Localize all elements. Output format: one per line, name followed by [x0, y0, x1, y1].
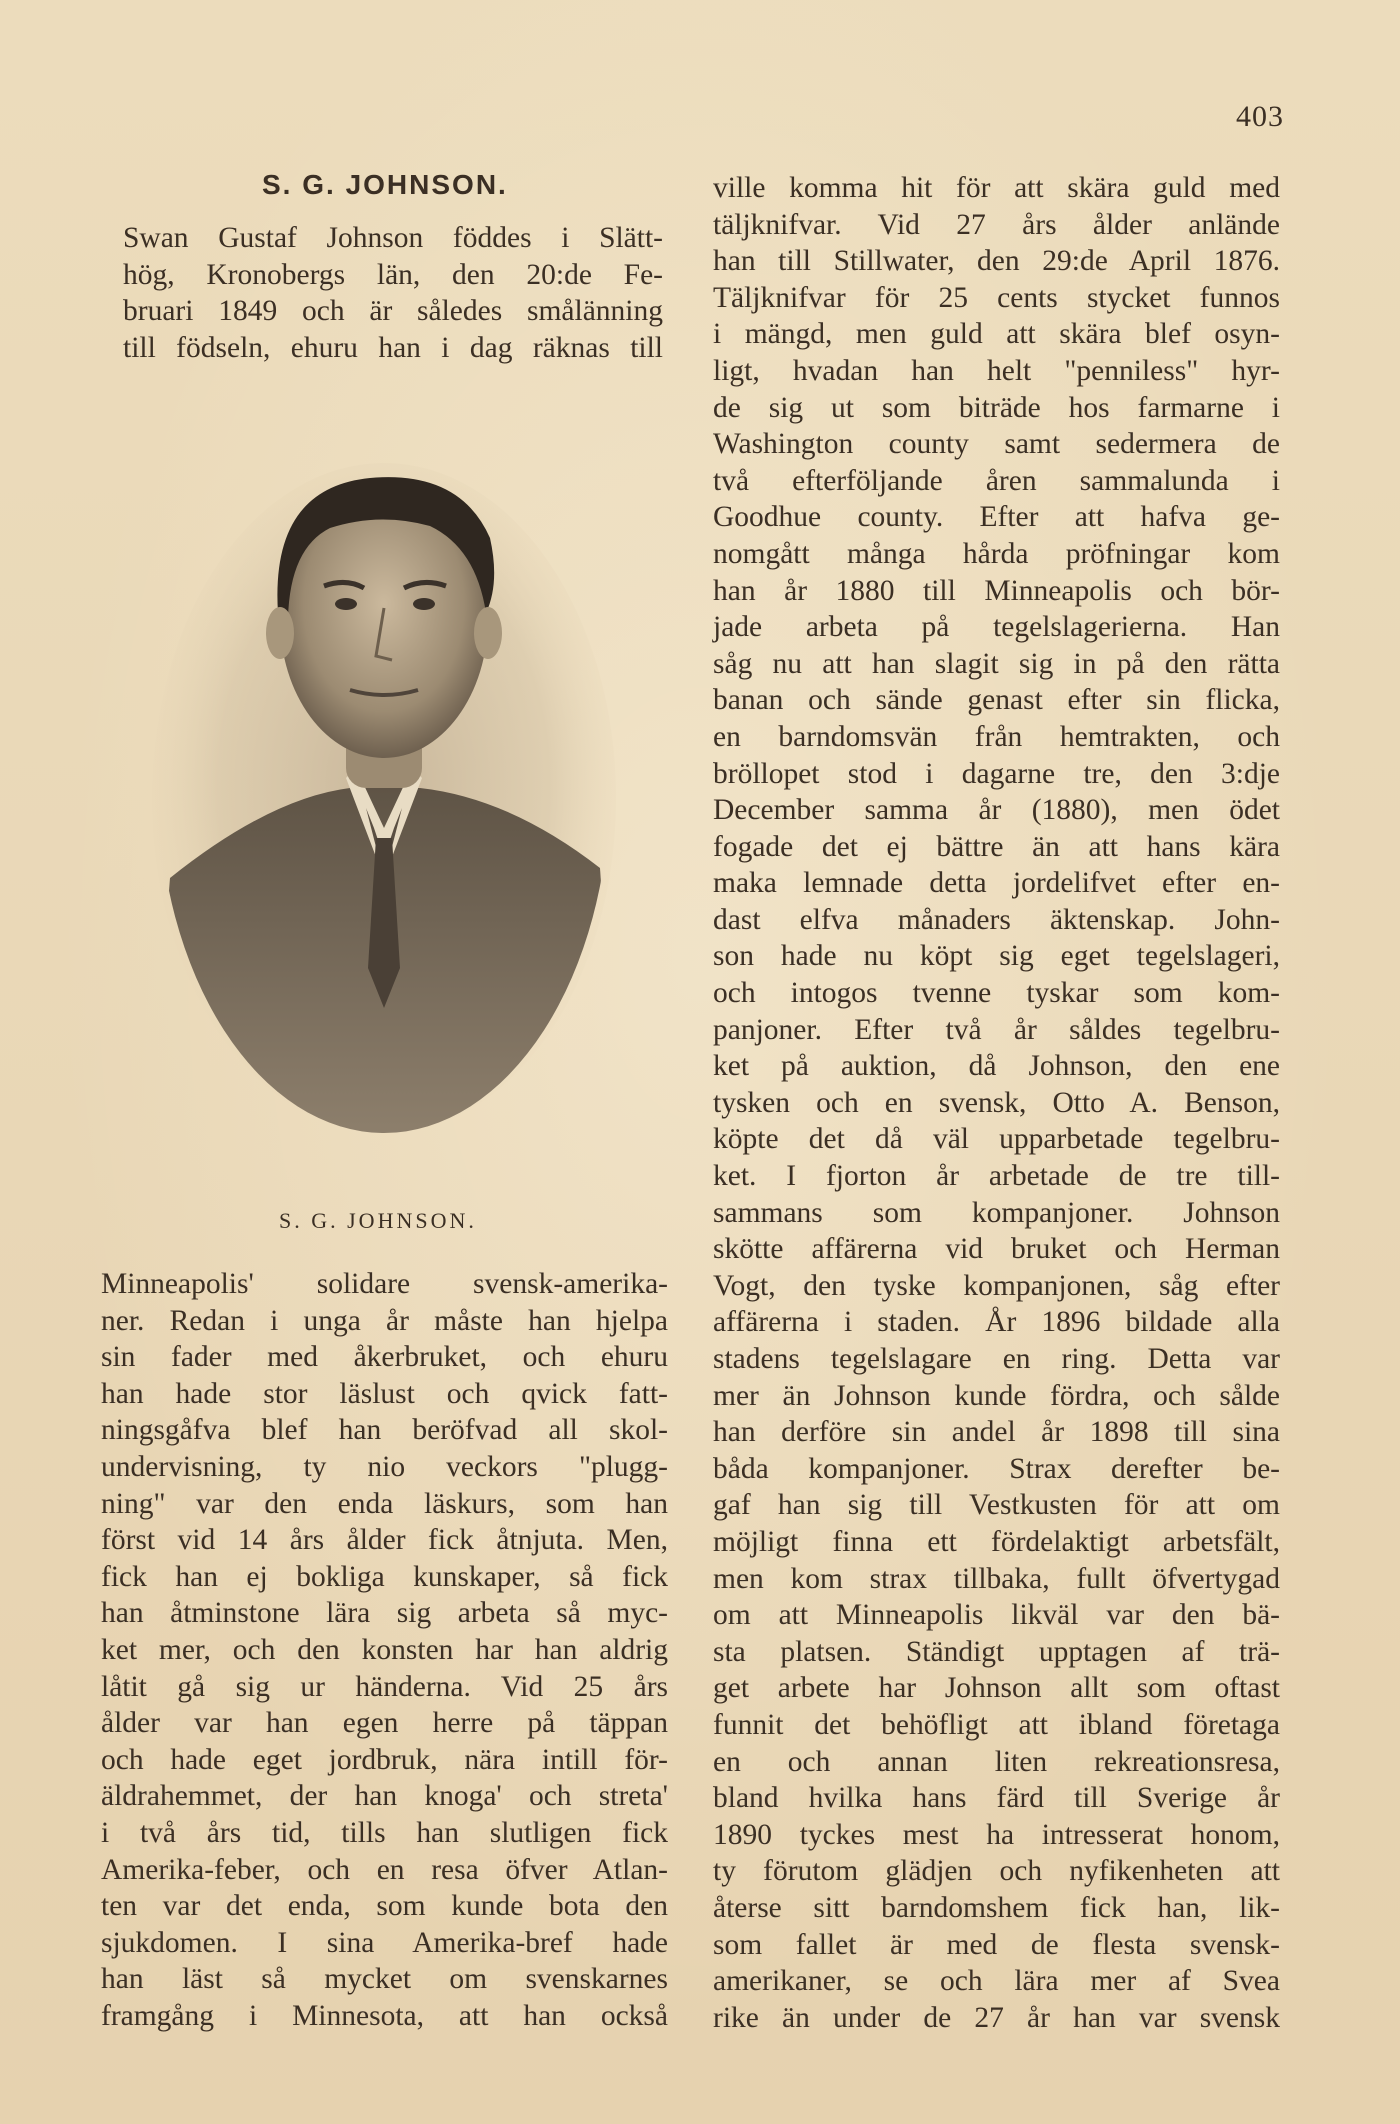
text-line: gaf han sig till Vestkusten för att om: [713, 1489, 1280, 1522]
text-line: dast elfva månaders äktenskap. John-: [713, 903, 1280, 936]
text-line: om att Minneapolis likväl var den bä-: [713, 1599, 1280, 1632]
text-line: som fallet är med de flesta svensk-: [713, 1928, 1280, 1961]
text-line: ålder var han egen herre på täppan: [101, 1707, 668, 1740]
text-line: möjligt finna ett fördelaktigt arbetsfält,: [713, 1525, 1280, 1558]
text-line: han hade stor läslust och qvick fatt-: [101, 1377, 668, 1410]
text-line: täljknifvar. Vid 27 års ålder anlände: [713, 208, 1280, 241]
text-line: nomgått många hårda pröfningar kom: [713, 537, 1280, 570]
page-number: 403: [1236, 100, 1284, 133]
text-line: December samma år (1880), men ödet: [713, 794, 1280, 827]
portrait-caption: S. G. JOHNSON.: [279, 1208, 477, 1233]
text-line: och hade eget jordbruk, nära intill för-: [101, 1743, 668, 1776]
text-line: till födseln, ehuru han i dag räknas till: [123, 331, 663, 364]
text-line: Täljknifvar för 25 cents stycket funnos: [713, 281, 1280, 314]
text-line: ner. Redan i unga år måste han hjelpa: [101, 1304, 668, 1337]
text-line: Minneapolis' solidare svensk-amerika-: [101, 1268, 668, 1300]
text-line: och intogos tvenne tyskar som kom-: [713, 977, 1280, 1010]
text-line: återse sitt barndomshem fick han, lik-: [713, 1891, 1280, 1924]
text-line: maka lemnade detta jordelifvet efter en-: [713, 867, 1280, 900]
text-line: äldrahemmet, der han knoga' och streta': [101, 1780, 668, 1813]
text-line: men kom strax tillbaka, fullt öfvertygad: [713, 1562, 1280, 1595]
text-line: undervisning, ty nio veckors "plugg-: [101, 1450, 668, 1483]
text-line: framgång i Minnesota, att han också: [101, 1999, 668, 2032]
text-line: jade arbeta på tegelslagerierna. Han: [713, 611, 1280, 644]
text-line: tysken och en svensk, Otto A. Benson,: [713, 1086, 1280, 1119]
article-heading: S. G. JOHNSON.: [262, 169, 508, 200]
text-line: han år 1880 till Minneapolis och bör-: [713, 574, 1280, 607]
text-line: sin fader med åkerbruket, och ehuru: [101, 1341, 668, 1374]
text-line: de sig ut som biträde hos farmarne i: [713, 391, 1280, 424]
text-line: Washington county samt sedermera de: [713, 428, 1280, 461]
text-line: fick han ej bokliga kunskaper, så fick: [101, 1560, 668, 1593]
text-line: låtit gå sig ur händerna. Vid 25 års: [101, 1670, 668, 1703]
text-line: sta platsen. Ständigt upptagen af trä-: [713, 1635, 1280, 1668]
text-line: Vogt, den tyske kompanjonen, såg efter: [713, 1269, 1280, 1302]
text-line: Goodhue county. Efter att hafva ge-: [713, 501, 1280, 534]
text-line: i mängd, men guld att skära blef osyn-: [713, 318, 1280, 351]
text-line: ning" var den enda läskurs, som han: [101, 1487, 668, 1520]
text-line: ningsgåfva blef han beröfvad all skol-: [101, 1414, 668, 1447]
text-line: i två års tid, tills han slutligen fick: [101, 1816, 668, 1849]
text-line: bröllopet stod i dagarne tre, den 3:dje: [713, 757, 1280, 790]
text-line: Swan Gustaf Johnson föddes i Slätt-: [123, 222, 663, 254]
text-line: ville komma hit för att skära guld med: [713, 172, 1280, 204]
text-line: rike än under de 27 år han var svensk: [713, 2001, 1280, 2034]
text-line: stadens tegelslagare en ring. Detta var: [713, 1343, 1280, 1375]
text-line: son hade nu köpt sig eget tegelslageri,: [713, 940, 1280, 973]
text-line: bruari 1849 och är således smålänning: [123, 295, 663, 328]
text-line: sjukdomen. I sina Amerika-bref hade: [101, 1926, 668, 1959]
text-line: ten var det enda, som kunde bota den: [101, 1890, 668, 1923]
text-line: get arbete har Johnson allt som oftast: [713, 1672, 1280, 1705]
text-line: köpte det då väl upparbetade tegelbru-: [713, 1123, 1280, 1156]
text-line: 1890 tyckes mest ha intresserat honom,: [713, 1818, 1280, 1851]
text-line: ty förutom glädjen och nyfikenheten att: [713, 1855, 1280, 1888]
portrait-photo: [150, 408, 618, 1136]
text-line: en och annan liten rekreationsresa,: [713, 1745, 1280, 1778]
text-line: skötte affärerna vid bruket och Herman: [713, 1233, 1280, 1266]
left-column-continued: [101, 1266, 668, 2034]
text-line: ligt, hvadan han helt "penniless" hyr-: [713, 354, 1280, 387]
text-line: han åtminstone lära sig arbeta så myc-: [101, 1597, 668, 1630]
text-line: ket på auktion, då Johnson, den ene: [713, 1050, 1280, 1083]
text-line: amerikaner, se och lära mer af Svea: [713, 1965, 1280, 1998]
text-line: banan och sände genast efter sin flicka,: [713, 684, 1280, 717]
text-line: ket mer, och den konsten har han aldrig: [101, 1633, 668, 1666]
text-line: mer än Johnson kunde fördra, och sålde: [713, 1379, 1280, 1412]
text-line: Amerika-feber, och en resa öfver Atlan-: [101, 1853, 668, 1886]
text-line: han till Stillwater, den 29:de April 1876.: [713, 245, 1280, 278]
text-line: såg nu att han slagit sig in på den rätta: [713, 647, 1280, 680]
text-line: fogade det ej bättre än att hans kära: [713, 830, 1280, 863]
right-column: [713, 170, 1280, 2036]
text-line: först vid 14 års ålder fick åtnjuta. Men,: [101, 1524, 668, 1557]
text-line: han läst så mycket om svenskarnes: [101, 1963, 668, 1996]
text-line: båda kompanjoner. Strax derefter be-: [713, 1452, 1280, 1485]
text-line: en barndomsvän från hemtrakten, och: [713, 720, 1280, 753]
text-line: han derföre sin andel år 1898 till sina: [713, 1416, 1280, 1449]
text-line: två efterföljande åren sammalunda i: [713, 464, 1280, 497]
left-column-intro: [123, 220, 663, 366]
text-line: panjoner. Efter två år såldes tegelbru-: [713, 1013, 1280, 1046]
text-line: bland hvilka hans färd till Sverige år: [713, 1782, 1280, 1815]
text-line: sammans som kompanjoner. Johnson: [713, 1196, 1280, 1229]
text-line: funnit det behöfligt att ibland företaga: [713, 1708, 1280, 1741]
text-line: hög, Kronobergs län, den 20:de Fe-: [123, 258, 663, 291]
text-line: affärerna i staden. År 1896 bildade alla: [713, 1306, 1280, 1339]
text-line: ket. I fjorton år arbetade de tre till-: [713, 1160, 1280, 1193]
